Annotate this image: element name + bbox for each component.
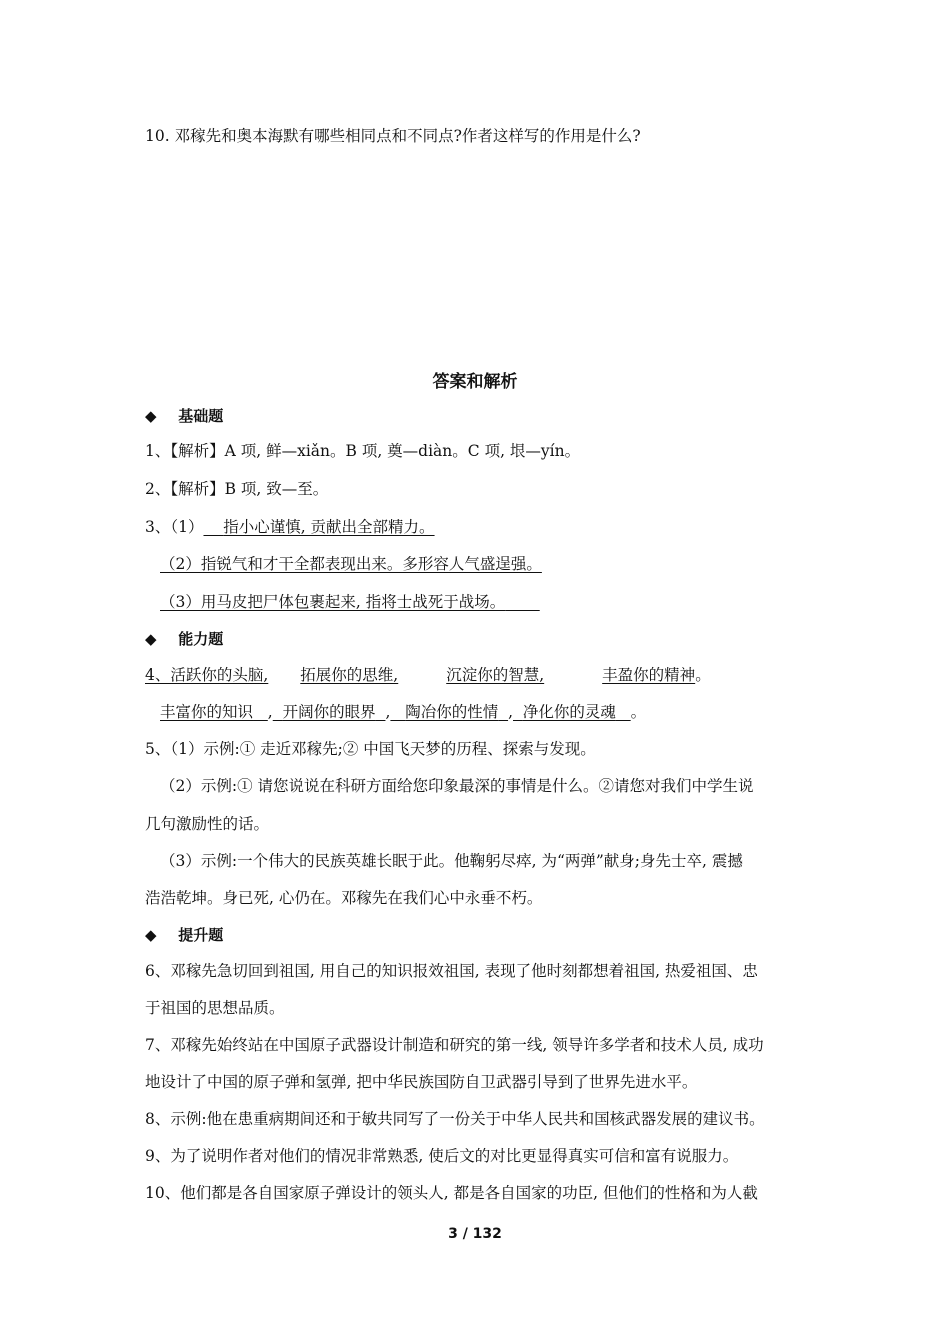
answer-3-1-value: 指小心谨慎, 贡献出全部精力。 <box>223 518 435 536</box>
answer-5-1: 5、（1）示例:① 走近邓稼先;② 中国飞天梦的历程、探索与发现。 <box>145 740 596 758</box>
answer-5-3b: 浩浩乾坤。身已死, 心仍在。邓稼先在我们心中永垂不朽。 <box>145 889 543 907</box>
answer-5-2a: （2）示例:① 请您说说在科研方面给您印象最深的事情是什么。②请您对我们中学生说 <box>160 777 754 795</box>
answer-4-p1: 4、活跃你的头脑, <box>145 666 269 684</box>
answer-6b: 于祖国的思想品质。 <box>145 999 285 1017</box>
answer-4-p3: 沉淀你的智慧, <box>446 666 545 684</box>
answer-4-q4-value: 净化你的灵魂 <box>522 703 616 721</box>
section-basic-label: 基础题 <box>178 407 224 425</box>
answer-6a: 6、邓稼先急切回到祖国, 用自己的知识报效祖国, 表现了他时刻都想着祖国, 热爱祖国、忠 <box>145 962 758 980</box>
answer-4-p2: 拓展你的思维, <box>300 666 399 684</box>
answer-3-2-text: （2）指锐气和才干全都表现出来。多形容人气盛逞强。 <box>160 555 542 573</box>
section-ability-label: 能力题 <box>178 630 224 648</box>
question-10: 10. 邓稼先和奥本海默有哪些相同点和不同点?作者这样写的作用是什么? <box>145 127 641 145</box>
answer-9: 9、为了说明作者对他们的情况非常熟悉, 使后文的对比更显得真实可信和富有说服力。 <box>145 1147 739 1165</box>
answer-4-q2-value: 开阔你的眼界 <box>282 703 376 721</box>
answer-5-3a: （3）示例:一个伟大的民族英雄长眠于此。他鞠躬尽瘁, 为“两弹”献身;身先士卒, 震撼 <box>160 852 743 870</box>
answer-4-q3 <box>390 703 508 721</box>
diamond-icon: ◆ <box>145 926 157 944</box>
answer-7a: 7、邓稼先始终站在中国原子武器设计制造和研究的第一线, 领导许多学者和技术人员, 成功 <box>145 1036 764 1054</box>
answer-3-3 <box>160 592 540 612</box>
answer-4-q2 <box>273 703 386 721</box>
answer-4-line-1 <box>145 665 711 685</box>
answer-1: 1、【解析】A 项, 鲜—xiǎn。B 项, 奠—diàn。C 项, 垠—yín。 <box>145 442 581 460</box>
answer-3-1-text <box>203 518 434 536</box>
answer-7b: 地设计了中国的原子弹和氢弹, 把中华民族国防自卫武器引导到了世界先进水平。 <box>145 1073 698 1091</box>
answer-4-q3-value: 陶冶你的性情 <box>405 703 499 721</box>
section-advanced <box>145 924 223 945</box>
answer-10: 10、他们都是各自国家原子弹设计的领头人, 都是各自国家的功臣, 但他们的性格和为人截 <box>145 1184 758 1202</box>
answer-3-3-text <box>160 593 540 611</box>
answers-title: 答案和解析 <box>432 372 518 392</box>
diamond-icon: ◆ <box>145 630 157 648</box>
answer-4-q4 <box>513 703 631 721</box>
section-basic <box>145 405 223 426</box>
answer-4-p4: 丰盈你的精神 <box>602 666 696 684</box>
answer-8: 8、示例:他在患重病期间还和于敏共同写了一份关于中华人民共和国核武器发展的建议书。 <box>145 1110 765 1128</box>
answer-3-2 <box>160 554 542 574</box>
answer-3-3-value: （3）用马皮把尸体包裹起来, 指将士战死于战场。 <box>160 593 506 611</box>
answer-3-prefix: 3、（1） <box>145 518 204 536</box>
diamond-icon: ◆ <box>145 407 157 425</box>
section-ability <box>145 628 223 649</box>
section-advanced-label: 提升题 <box>178 926 224 944</box>
answer-4-q1 <box>160 703 268 721</box>
answer-4-end-1: 。 <box>695 666 711 684</box>
answer-2: 2、【解析】B 项, 致—至。 <box>145 480 329 498</box>
answer-4-line-2 <box>160 702 646 722</box>
answer-5-2b: 几句激励性的话。 <box>145 815 270 833</box>
page-number: 3 / 132 <box>448 1226 502 1242</box>
answer-4-q1-value: 丰富你的知识 <box>160 703 254 721</box>
answer-3-1 <box>145 517 435 537</box>
comma: , <box>508 703 513 721</box>
comma: , <box>385 703 391 721</box>
comma: , <box>267 703 273 721</box>
answer-4-end-2: 。 <box>630 703 647 721</box>
